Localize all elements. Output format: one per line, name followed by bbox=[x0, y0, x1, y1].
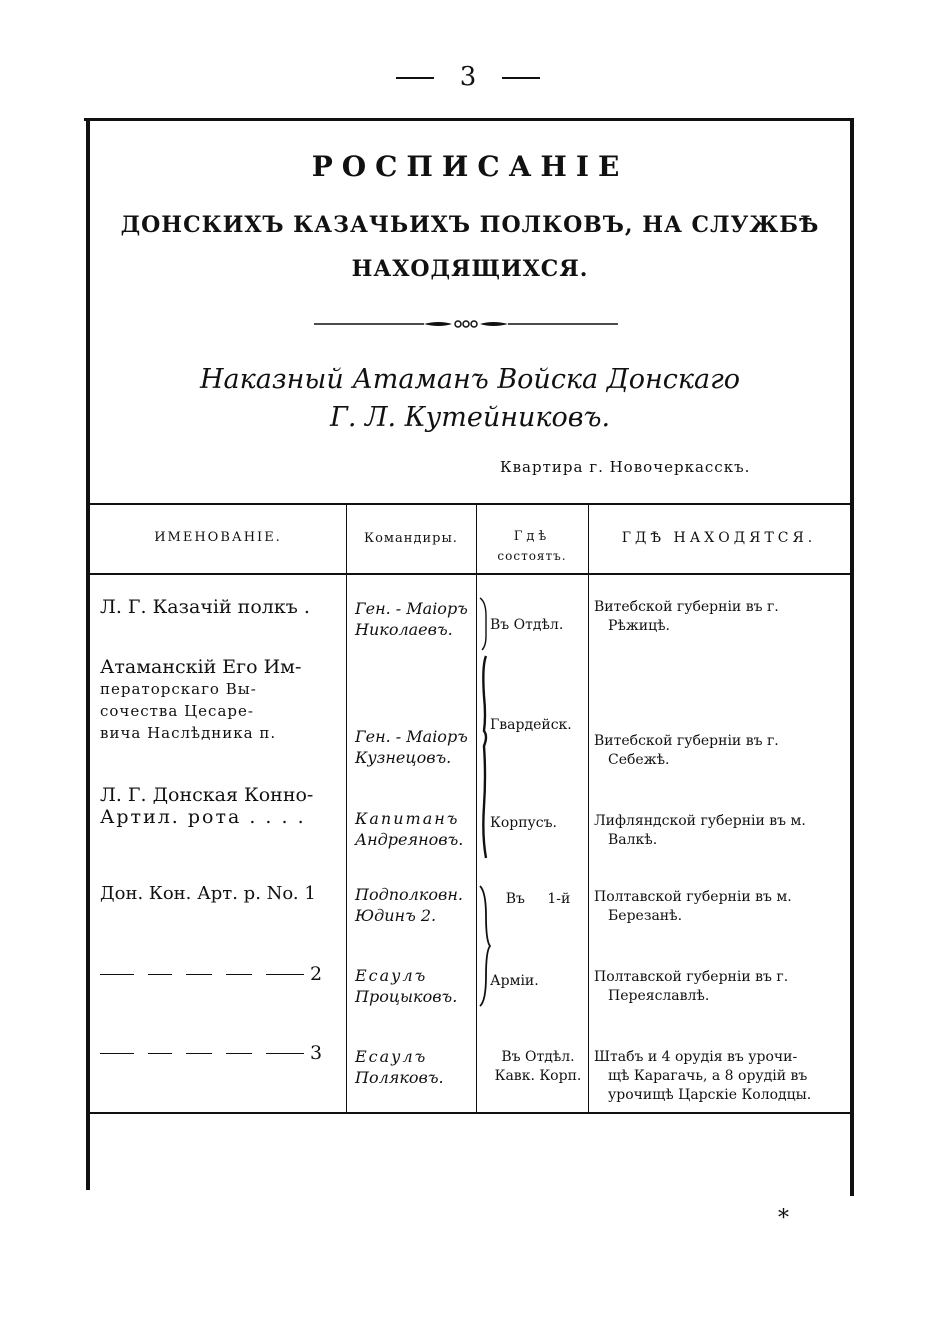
ditto-dash bbox=[266, 1053, 304, 1054]
document-subtitle-line-2: НАХОДЯЩИХСЯ. bbox=[351, 256, 589, 282]
row-4-location-line-2: Березанѣ. bbox=[608, 908, 683, 924]
ditto-dash bbox=[186, 974, 212, 975]
row-2-name-line-1: Атаманскій Его Им- bbox=[100, 656, 302, 678]
ditto-dash bbox=[226, 974, 252, 975]
document-subtitle-line-1: ДОНСКИХЪ КАЗАЧЬИХЪ ПОЛКОВЪ, НА СЛУЖБѢ bbox=[120, 212, 820, 238]
row-6-location bbox=[594, 1048, 844, 1105]
row-3-name-line-1: Л. Г. Донская Конно- bbox=[100, 784, 314, 806]
ataman-line-2: Г. Л. Кутейниковъ. bbox=[329, 402, 611, 433]
footer-asterisk: * bbox=[778, 1206, 789, 1231]
row-5-commander-name: Процыковъ. bbox=[355, 987, 458, 1006]
table-bottom-rule bbox=[90, 1112, 850, 1114]
group-guards-label-1 bbox=[490, 716, 586, 735]
header-where-serve-1: Гдѣ bbox=[513, 529, 551, 544]
row-5-commander-rank: Есаулъ bbox=[355, 966, 428, 985]
row-4-location-line-1: Полтавской губерніи въ м. bbox=[594, 889, 792, 905]
table-top-rule bbox=[90, 503, 850, 505]
row-6-commander-name: Поляковъ. bbox=[355, 1068, 444, 1087]
row-5-commander bbox=[355, 965, 475, 1007]
row-1-commander-name: Николаевъ. bbox=[355, 620, 453, 639]
row-3-location-line-2: Валкѣ. bbox=[608, 832, 658, 848]
row-6-location-line-3: урочищѣ Царскіе Колодцы. bbox=[608, 1087, 812, 1103]
group-guards-label-2 bbox=[490, 814, 586, 833]
header-where-serve-2: состоятъ. bbox=[497, 549, 567, 563]
row-1-commander bbox=[355, 598, 475, 640]
row-2-commander bbox=[355, 726, 475, 768]
frame-right-rule bbox=[850, 118, 854, 1196]
header-location: ГДѢ НАХОДЯТСЯ. bbox=[621, 530, 817, 546]
group-first-army-label-1 bbox=[490, 890, 586, 909]
row-6-location-line-1: Штабъ и 4 орудія въ урочи- bbox=[594, 1049, 798, 1065]
row-6-commander-rank: Есаулъ bbox=[355, 1047, 428, 1066]
row-6-commander bbox=[355, 1046, 475, 1088]
document-title: РОСПИСАНІЕ bbox=[311, 150, 629, 183]
row-1-location-line-2: Рѣжицѣ. bbox=[608, 618, 670, 634]
row-1-name bbox=[100, 596, 342, 618]
row-5-name bbox=[100, 963, 342, 985]
group-braces-icon bbox=[478, 596, 492, 1026]
row-4-commander bbox=[355, 884, 475, 926]
row-1-commander-rank: Ген. - Маіоръ bbox=[355, 599, 468, 618]
row-1-location bbox=[594, 598, 844, 636]
row-3-commander-name: Андреяновъ. bbox=[355, 830, 464, 849]
ditto-dash bbox=[100, 1053, 134, 1054]
row-2-name bbox=[100, 656, 342, 744]
row-4-commander-rank: Подполковн. bbox=[355, 885, 463, 904]
header-name: ИМЕНОВАНІЕ. bbox=[154, 530, 282, 545]
page-number-dash-right bbox=[502, 77, 540, 79]
header-commanders: Командиры. bbox=[364, 531, 458, 546]
row-2-location-line-1: Витебской губерніи въ г. bbox=[594, 733, 779, 749]
group-first-army-text-2: Арміи. bbox=[490, 973, 539, 989]
group-guards-text-1: Гвардейск. bbox=[490, 717, 572, 733]
row-4-commander-name: Юдинъ 2. bbox=[355, 906, 437, 925]
row-6-name-suffix: 3 bbox=[310, 1042, 323, 1064]
row-6-where bbox=[490, 1048, 586, 1086]
row-6-location-line-2: щѣ Карагачь, а 8 орудій въ bbox=[608, 1068, 808, 1084]
row-2-name-line-3: сочества Цесаре- bbox=[100, 702, 254, 720]
ditto-dash bbox=[100, 974, 134, 975]
row-4-name bbox=[100, 883, 342, 905]
row-2-location bbox=[594, 732, 844, 770]
ataman-line-1: Наказный Атаманъ Войска Донскаго bbox=[200, 364, 740, 395]
ornament-divider-icon bbox=[314, 318, 618, 330]
row-6-name bbox=[100, 1042, 342, 1064]
row-6-where-line-1: Въ Отдѣл. bbox=[501, 1049, 575, 1065]
row-1-name-line: Л. Г. Казачій полкъ . bbox=[100, 596, 310, 618]
column-divider-2 bbox=[476, 505, 477, 1112]
row-4-location bbox=[594, 888, 844, 926]
group-guards-text-2: Корпусъ. bbox=[490, 815, 557, 831]
row-2-commander-rank: Ген. - Маіоръ bbox=[355, 727, 468, 746]
column-divider-3 bbox=[588, 505, 589, 1112]
group-first-army-text-1: Въ 1-й bbox=[505, 891, 571, 907]
row-3-commander-rank: Капитанъ bbox=[355, 809, 460, 828]
row-2-commander-name: Кузнецовъ. bbox=[355, 748, 452, 767]
row-3-name-line-2: Артил. рота . . . . bbox=[100, 806, 306, 828]
group-separate-label bbox=[490, 616, 586, 635]
page-number-dash-left bbox=[396, 77, 434, 79]
row-5-location bbox=[594, 968, 844, 1006]
row-3-commander bbox=[355, 808, 475, 850]
ditto-dash bbox=[186, 1053, 212, 1054]
row-3-location-line-1: Лифляндской губерніи въ м. bbox=[594, 813, 806, 829]
row-5-location-line-2: Переяславлѣ. bbox=[608, 988, 710, 1004]
group-separate-text: Въ Отдѣл. bbox=[490, 617, 564, 633]
column-divider-1 bbox=[346, 505, 347, 1112]
ditto-dash bbox=[226, 1053, 252, 1054]
row-2-name-line-4: вича Наслѣдника п. bbox=[100, 724, 277, 742]
ditto-dash bbox=[266, 974, 304, 975]
ditto-dash bbox=[148, 1053, 172, 1054]
row-5-name-suffix: 2 bbox=[310, 963, 323, 985]
row-2-name-line-2: ператорскаго Вы- bbox=[100, 680, 257, 698]
row-4-name-line: Дон. Кон. Арт. р. No. 1 bbox=[100, 883, 316, 904]
row-3-location bbox=[594, 812, 844, 850]
ditto-dash bbox=[148, 974, 172, 975]
page-number-line bbox=[0, 62, 936, 92]
row-5-location-line-1: Полтавской губерніи въ г. bbox=[594, 969, 789, 985]
table-header-rule bbox=[90, 573, 850, 575]
group-first-army-label-2 bbox=[490, 972, 586, 991]
row-6-where-line-2: Кавк. Корп. bbox=[494, 1068, 582, 1084]
row-2-location-line-2: Себежѣ. bbox=[608, 752, 670, 768]
row-1-location-line-1: Витебской губерніи въ г. bbox=[594, 599, 779, 615]
row-3-name bbox=[100, 784, 342, 828]
frame-top-rule bbox=[84, 118, 854, 121]
headquarters-note: Квартира г. Новочеркасскъ. bbox=[500, 458, 751, 476]
page-number: 3 bbox=[459, 62, 477, 92]
